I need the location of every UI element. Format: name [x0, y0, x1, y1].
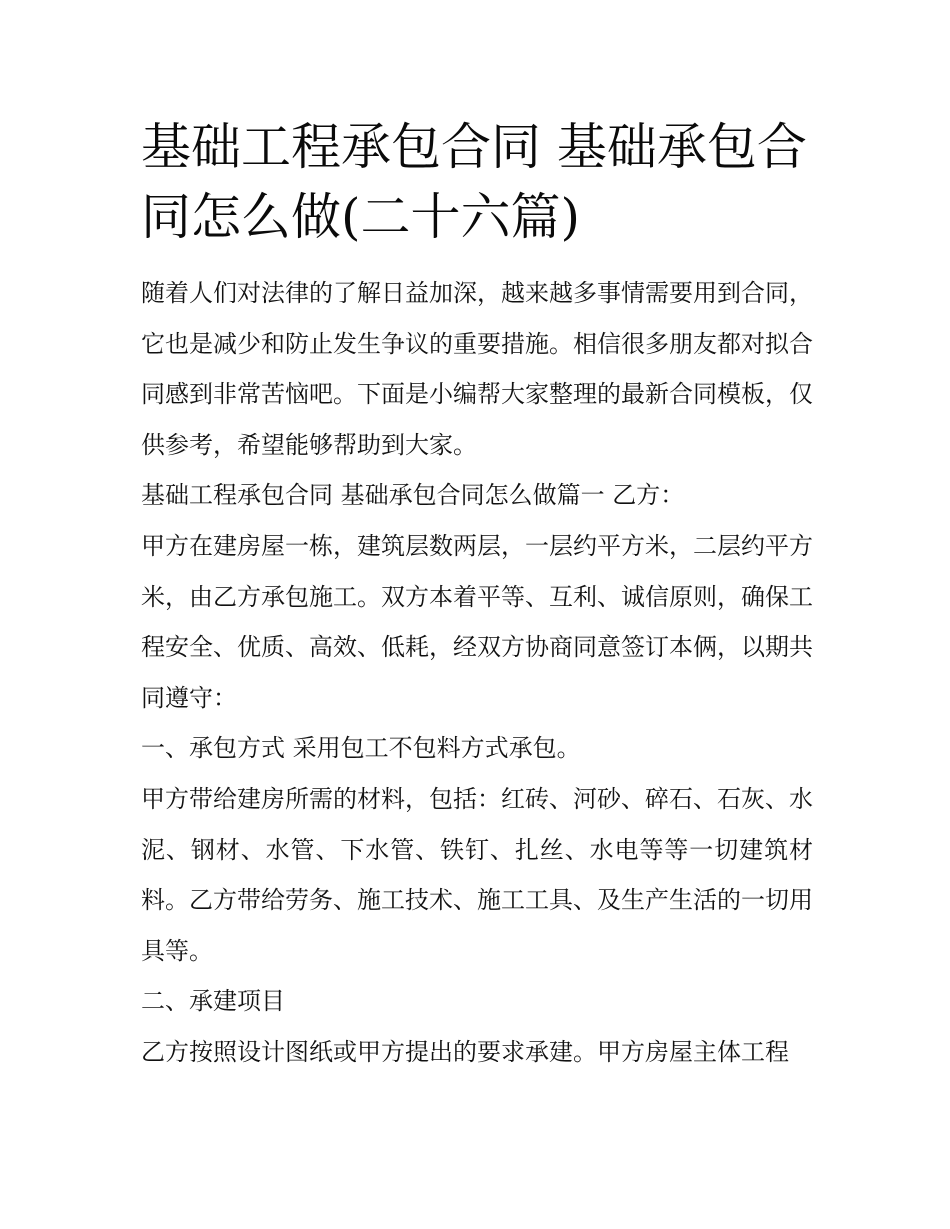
intro-paragraph: 随着人们对法律的了解日益加深，越来越多事情需要用到合同，它也是减少和防止发生争议的重要措施。相信很多朋友都对拟合同感到非常苦恼吧。下面是小编帮大家整理的最新合同模板，仅供参考，希望能够帮助到大家。 [141, 279, 813, 459]
preamble-paragraph: 甲方在建房屋一栋，建筑层数两层，一层约平方米，二层约平方米，由乙方承包施工。双方本着平等、互利、诚信原则，确保工程安全、优质、高效、低耗，经双方协商同意签订本俩，以期共同遵守： [141, 531, 813, 712]
clause-2-paragraph: 乙方按照设计图纸或甲方提出的要求承建。甲方房屋主体工程 [141, 1037, 789, 1066]
document-title: 基础工程承包合同 基础承包合同怎么做(二十六篇) [141, 118, 807, 246]
clause-1-paragraph: 甲方带给建房所需的材料，包括：红砖、河砂、碎石、石灰、水泥、钢材、水管、下水管、铁钉、扎丝、水电等等一切建筑材料。乙方带给劳务、施工技术、施工工具、及生产生活的一切用具等。 [141, 784, 813, 965]
clause-2-heading: 二、承建项目 [141, 987, 285, 1016]
document-body [141, 112, 813, 1078]
section-heading-part-one: 基础工程承包合同 基础承包合同怎么做篇一 乙方： [141, 481, 685, 510]
clause-1-heading: 一、承包方式 采用包工不包料方式承包。 [141, 734, 581, 763]
